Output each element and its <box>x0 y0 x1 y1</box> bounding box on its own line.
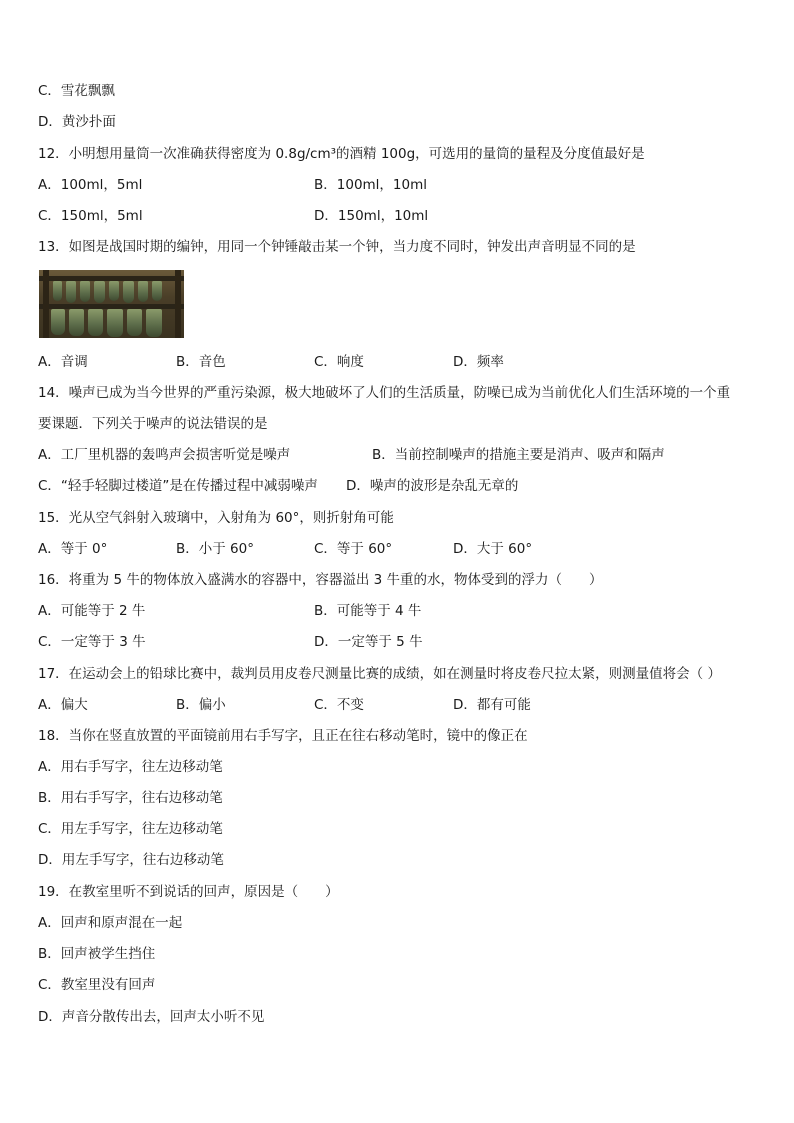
question-19: 19．在教室里听不到说话的回声，原因是（ ） <box>38 884 339 900</box>
question-12: 12．小明想用量筒一次准确获得密度为 0.8g/cm³的酒精 100g，可选用的量筒的量程及分度值最好是 <box>38 146 645 162</box>
q14-option-b: B．当前控制噪声的措施主要是消声、吸声和隔声 <box>372 447 665 463</box>
q17-option-a: A．偏大 <box>38 697 88 713</box>
q15-option-a: A．等于 0° <box>38 541 108 557</box>
question-14-line-1: 14．噪声已成为当今世界的严重污染源，极大地破坏了人们的生活质量，防噪已成为当前优化人们生活环境的一个重 <box>38 385 731 401</box>
q17-option-b: B．偏小 <box>176 697 226 713</box>
q14-option-c: C．“轻手轻脚过楼道”是在传播过程中减弱噪声 <box>38 478 318 494</box>
q19-option-c: C．教室里没有回声 <box>38 977 156 993</box>
q19-option-a: A．回声和原声混在一起 <box>38 915 183 931</box>
question-15: 15．光从空气斜射入玻璃中，入射角为 60°，则折射角可能 <box>38 510 394 526</box>
q17-option-d: D．都有可能 <box>453 697 531 713</box>
q11-option-d: D．黄沙扑面 <box>38 114 116 130</box>
q14-option-d: D．噪声的波形是杂乱无章的 <box>346 478 519 494</box>
question-13: 13．如图是战国时期的编钟，用同一个钟锤敲击某一个钟，当力度不同时，钟发出声音明显不同的是 <box>38 239 636 255</box>
q15-option-c: C．等于 60° <box>314 541 393 557</box>
q12-option-d: D．150ml，10ml <box>314 208 429 224</box>
q12-option-c: C．150ml，5ml <box>38 208 143 224</box>
q18-option-a: A．用右手写字，往左边移动笔 <box>38 759 223 775</box>
q17-option-c: C．不变 <box>314 697 364 713</box>
q18-option-d: D．用左手写字，往右边移动笔 <box>38 852 224 868</box>
q12-option-a: A．100ml，5ml <box>38 177 143 193</box>
q19-option-b: B．回声被学生挡住 <box>38 946 156 962</box>
question-16: 16．将重为 5 牛的物体放入盛满水的容器中，容器溢出 3 牛重的水，物体受到的浮力（ ） <box>38 572 603 588</box>
q16-option-a: A．可能等于 2 牛 <box>38 603 146 619</box>
q16-option-d: D．一定等于 5 牛 <box>314 634 423 650</box>
q13-option-c: C．响度 <box>314 354 364 370</box>
q13-option-a: A．音调 <box>38 354 88 370</box>
q14-option-a: A．工厂里机器的轰鸣声会损害听觉是噪声 <box>38 447 291 463</box>
q16-option-c: C．一定等于 3 牛 <box>38 634 146 650</box>
bianzhong-bells-photo <box>39 270 184 338</box>
q12-option-b: B．100ml，10ml <box>314 177 428 193</box>
q16-option-b: B．可能等于 4 牛 <box>314 603 422 619</box>
q18-option-c: C．用左手写字，往左边移动笔 <box>38 821 223 837</box>
q19-option-d: D．声音分散传出去，回声太小听不见 <box>38 1009 265 1025</box>
q15-option-b: B．小于 60° <box>176 541 254 557</box>
question-17: 17．在运动会上的铅球比赛中，裁判员用皮卷尺测量比赛的成绩，如在测量时将皮卷尺拉太紧，则测量值将会（ ） <box>38 666 721 682</box>
q11-option-c: C．雪花飘飘 <box>38 83 115 99</box>
q13-option-b: B．音色 <box>176 354 226 370</box>
q13-option-d: D．频率 <box>453 354 504 370</box>
q15-option-d: D．大于 60° <box>453 541 533 557</box>
q18-option-b: B．用右手写字，往右边移动笔 <box>38 790 223 806</box>
question-18: 18．当你在竖直放置的平面镜前用右手写字，且正在往右移动笔时，镜中的像正在 <box>38 728 528 744</box>
question-14-line-2: 要课题．下列关于噪声的说法错误的是 <box>38 416 268 432</box>
